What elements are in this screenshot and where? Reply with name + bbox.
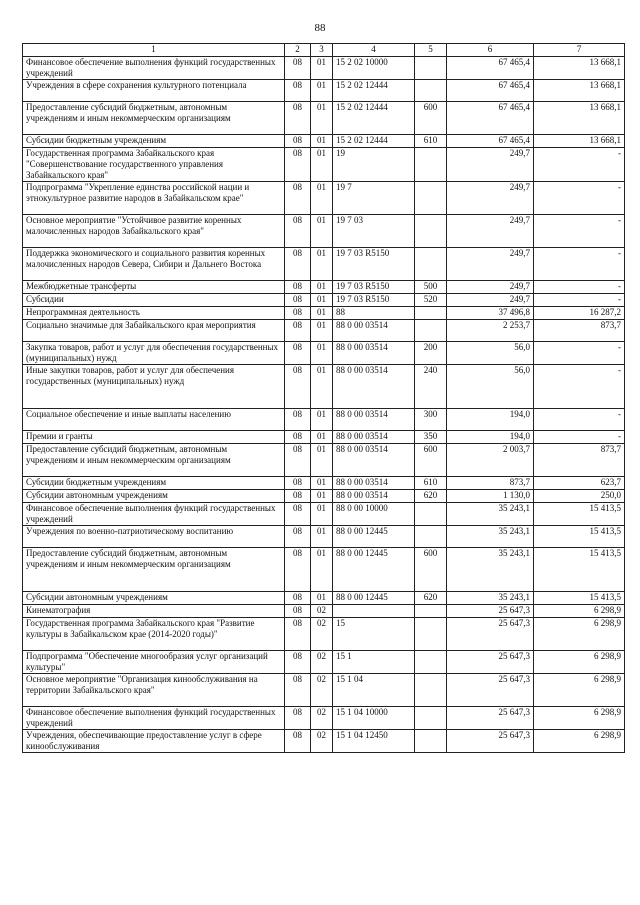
row-subsection-cell: 01 bbox=[311, 503, 333, 526]
row-expense-type-cell bbox=[415, 526, 447, 548]
row-expense-type-cell: 610 bbox=[415, 135, 447, 148]
row-name-cell: Учреждения по военно-патриотическому воспитанию bbox=[23, 526, 285, 548]
row-section-cell: 08 bbox=[285, 215, 311, 248]
row-amount-year2-cell: - bbox=[534, 342, 625, 365]
row-amount-year2-cell: 13 668,1 bbox=[534, 57, 625, 80]
row-amount-year2-cell: - bbox=[534, 215, 625, 248]
row-target-code-cell: 88 0 00 03514 bbox=[333, 490, 415, 503]
row-expense-type-cell: 500 bbox=[415, 281, 447, 294]
row-subsection-cell: 01 bbox=[311, 135, 333, 148]
row-target-code-cell: 15 bbox=[333, 618, 415, 651]
row-expense-type-cell bbox=[415, 730, 447, 753]
row-target-code-cell: 19 7 03 bbox=[333, 215, 415, 248]
row-target-code-cell: 88 0 00 12445 bbox=[333, 548, 415, 592]
row-expense-type-cell bbox=[415, 707, 447, 730]
table-row bbox=[23, 730, 625, 753]
row-target-code-cell: 15 1 04 10000 bbox=[333, 707, 415, 730]
row-amount-year1-cell: 249,7 bbox=[447, 281, 534, 294]
table-row bbox=[23, 618, 625, 651]
row-amount-year1-cell: 35 243,1 bbox=[447, 592, 534, 605]
row-subsection-cell: 01 bbox=[311, 409, 333, 431]
row-name-cell: Подпрограмма "Обеспечение многообразия услуг организаций культуры" bbox=[23, 651, 285, 674]
row-amount-year1-cell: 37 496,8 bbox=[447, 307, 534, 320]
row-target-code-cell: 15 1 04 bbox=[333, 674, 415, 707]
row-section-cell: 08 bbox=[285, 730, 311, 753]
row-target-code-cell: 15 2 02 12444 bbox=[333, 102, 415, 135]
row-target-code-cell: 88 0 00 03514 bbox=[333, 477, 415, 490]
row-name-cell: Межбюджетные трансферты bbox=[23, 281, 285, 294]
row-amount-year2-cell: 6 298,9 bbox=[534, 618, 625, 651]
table-header-row bbox=[23, 44, 625, 57]
row-target-code-cell bbox=[333, 605, 415, 618]
row-expense-type-cell: 620 bbox=[415, 490, 447, 503]
row-name-cell: Основное мероприятие "Организация кинообслуживания на территории Забайкальского края" bbox=[23, 674, 285, 707]
row-subsection-cell: 01 bbox=[311, 248, 333, 281]
table-row bbox=[23, 707, 625, 730]
table-row bbox=[23, 294, 625, 307]
row-name-cell: Финансовое обеспечение выполнения функций государственных учреждений bbox=[23, 57, 285, 80]
table-row bbox=[23, 526, 625, 548]
column-header: 1 bbox=[23, 44, 285, 57]
row-section-cell: 08 bbox=[285, 444, 311, 477]
row-target-code-cell: 19 7 03 R5150 bbox=[333, 294, 415, 307]
row-target-code-cell: 88 0 00 03514 bbox=[333, 342, 415, 365]
row-section-cell: 08 bbox=[285, 707, 311, 730]
row-expense-type-cell bbox=[415, 182, 447, 215]
row-amount-year2-cell: - bbox=[534, 409, 625, 431]
table-row bbox=[23, 477, 625, 490]
row-amount-year2-cell: 15 413,5 bbox=[534, 592, 625, 605]
row-amount-year1-cell: 25 647,3 bbox=[447, 618, 534, 651]
row-amount-year1-cell: 249,7 bbox=[447, 294, 534, 307]
page-number: 88 bbox=[314, 22, 326, 34]
row-expense-type-cell: 300 bbox=[415, 409, 447, 431]
row-amount-year2-cell: 13 668,1 bbox=[534, 80, 625, 102]
row-subsection-cell: 01 bbox=[311, 215, 333, 248]
row-expense-type-cell bbox=[415, 248, 447, 281]
row-amount-year2-cell: 15 413,5 bbox=[534, 503, 625, 526]
column-header: 4 bbox=[333, 44, 415, 57]
row-subsection-cell: 01 bbox=[311, 342, 333, 365]
row-subsection-cell: 01 bbox=[311, 548, 333, 592]
table-row bbox=[23, 135, 625, 148]
column-header: 6 bbox=[447, 44, 534, 57]
row-name-cell: Иные закупки товаров, работ и услуг для обеспечения государственных (муниципальных) нужд bbox=[23, 365, 285, 409]
table-row bbox=[23, 548, 625, 592]
row-amount-year1-cell: 873,7 bbox=[447, 477, 534, 490]
table-row bbox=[23, 605, 625, 618]
row-amount-year2-cell: - bbox=[534, 248, 625, 281]
row-amount-year2-cell: 6 298,9 bbox=[534, 674, 625, 707]
table-row bbox=[23, 592, 625, 605]
table-row bbox=[23, 431, 625, 444]
row-target-code-cell: 15 2 02 10000 bbox=[333, 57, 415, 80]
row-name-cell: Финансовое обеспечение выполнения функций государственных учреждений bbox=[23, 503, 285, 526]
row-expense-type-cell bbox=[415, 148, 447, 182]
row-amount-year1-cell: 249,7 bbox=[447, 248, 534, 281]
table-row bbox=[23, 248, 625, 281]
row-name-cell: Субсидии бюджетным учреждениям bbox=[23, 477, 285, 490]
row-section-cell: 08 bbox=[285, 248, 311, 281]
row-amount-year1-cell: 249,7 bbox=[447, 148, 534, 182]
row-name-cell: Социальное обеспечение и иные выплаты населению bbox=[23, 409, 285, 431]
row-subsection-cell: 01 bbox=[311, 148, 333, 182]
row-subsection-cell: 02 bbox=[311, 707, 333, 730]
row-expense-type-cell bbox=[415, 80, 447, 102]
row-amount-year1-cell: 56,0 bbox=[447, 365, 534, 409]
row-amount-year2-cell: 6 298,9 bbox=[534, 605, 625, 618]
row-subsection-cell: 01 bbox=[311, 80, 333, 102]
row-amount-year2-cell: - bbox=[534, 148, 625, 182]
row-amount-year2-cell: 250,0 bbox=[534, 490, 625, 503]
row-section-cell: 08 bbox=[285, 307, 311, 320]
row-name-cell: Социально значимые для Забайкальского края мероприятия bbox=[23, 320, 285, 342]
row-section-cell: 08 bbox=[285, 605, 311, 618]
row-target-code-cell: 88 0 00 12445 bbox=[333, 526, 415, 548]
row-name-cell: Субсидии бюджетным учреждениям bbox=[23, 135, 285, 148]
row-expense-type-cell bbox=[415, 605, 447, 618]
table-row bbox=[23, 182, 625, 215]
row-name-cell: Субсидии bbox=[23, 294, 285, 307]
row-expense-type-cell: 240 bbox=[415, 365, 447, 409]
row-amount-year1-cell: 25 647,3 bbox=[447, 651, 534, 674]
row-amount-year1-cell: 194,0 bbox=[447, 431, 534, 444]
row-target-code-cell: 19 7 03 R5150 bbox=[333, 281, 415, 294]
row-subsection-cell: 01 bbox=[311, 526, 333, 548]
row-subsection-cell: 01 bbox=[311, 592, 333, 605]
row-target-code-cell: 88 bbox=[333, 307, 415, 320]
row-amount-year1-cell: 56,0 bbox=[447, 342, 534, 365]
table-row bbox=[23, 490, 625, 503]
row-subsection-cell: 01 bbox=[311, 294, 333, 307]
row-amount-year2-cell: - bbox=[534, 431, 625, 444]
row-subsection-cell: 02 bbox=[311, 651, 333, 674]
row-section-cell: 08 bbox=[285, 148, 311, 182]
row-subsection-cell: 02 bbox=[311, 674, 333, 707]
row-section-cell: 08 bbox=[285, 281, 311, 294]
row-subsection-cell: 01 bbox=[311, 365, 333, 409]
row-section-cell: 08 bbox=[285, 651, 311, 674]
row-expense-type-cell bbox=[415, 215, 447, 248]
row-target-code-cell: 19 7 03 R5150 bbox=[333, 248, 415, 281]
row-section-cell: 08 bbox=[285, 365, 311, 409]
row-subsection-cell: 01 bbox=[311, 477, 333, 490]
row-expense-type-cell bbox=[415, 503, 447, 526]
row-expense-type-cell bbox=[415, 307, 447, 320]
row-target-code-cell: 88 0 00 03514 bbox=[333, 365, 415, 409]
table-row bbox=[23, 102, 625, 135]
row-target-code-cell: 15 1 bbox=[333, 651, 415, 674]
table-row bbox=[23, 307, 625, 320]
budget-table bbox=[22, 43, 625, 753]
row-name-cell: Закупка товаров, работ и услуг для обеспечения государственных (муниципальных) нужд bbox=[23, 342, 285, 365]
row-name-cell: Подпрограмма "Укрепление единства российской нации и этнокультурное развитие народов в Забайкальском крае" bbox=[23, 182, 285, 215]
row-amount-year2-cell: - bbox=[534, 182, 625, 215]
row-subsection-cell: 02 bbox=[311, 618, 333, 651]
row-amount-year1-cell: 2 003,7 bbox=[447, 444, 534, 477]
row-amount-year1-cell: 2 253,7 bbox=[447, 320, 534, 342]
row-amount-year2-cell: 873,7 bbox=[534, 444, 625, 477]
row-expense-type-cell bbox=[415, 651, 447, 674]
row-amount-year1-cell: 67 465,4 bbox=[447, 102, 534, 135]
row-amount-year2-cell: 13 668,1 bbox=[534, 102, 625, 135]
row-expense-type-cell bbox=[415, 618, 447, 651]
row-target-code-cell: 15 2 02 12444 bbox=[333, 135, 415, 148]
row-section-cell: 08 bbox=[285, 490, 311, 503]
column-header: 7 bbox=[534, 44, 625, 57]
row-amount-year1-cell: 67 465,4 bbox=[447, 135, 534, 148]
row-amount-year2-cell: - bbox=[534, 365, 625, 409]
row-subsection-cell: 01 bbox=[311, 102, 333, 135]
row-amount-year2-cell: 16 287,2 bbox=[534, 307, 625, 320]
row-section-cell: 08 bbox=[285, 618, 311, 651]
row-target-code-cell: 19 7 bbox=[333, 182, 415, 215]
row-amount-year1-cell: 1 130,0 bbox=[447, 490, 534, 503]
row-expense-type-cell bbox=[415, 57, 447, 80]
row-amount-year1-cell: 194,0 bbox=[447, 409, 534, 431]
row-target-code-cell: 15 1 04 12450 bbox=[333, 730, 415, 753]
row-expense-type-cell: 600 bbox=[415, 102, 447, 135]
row-amount-year2-cell: 623,7 bbox=[534, 477, 625, 490]
row-target-code-cell: 88 0 00 03514 bbox=[333, 431, 415, 444]
row-name-cell: Субсидии автономным учреждениям bbox=[23, 490, 285, 503]
table-row bbox=[23, 342, 625, 365]
row-name-cell: Предоставление субсидий бюджетным, автономным учреждениям и иным некоммерческим организациям bbox=[23, 102, 285, 135]
row-subsection-cell: 01 bbox=[311, 307, 333, 320]
row-subsection-cell: 01 bbox=[311, 281, 333, 294]
row-subsection-cell: 01 bbox=[311, 490, 333, 503]
row-section-cell: 08 bbox=[285, 409, 311, 431]
row-expense-type-cell: 600 bbox=[415, 548, 447, 592]
row-section-cell: 08 bbox=[285, 548, 311, 592]
row-name-cell: Премии и гранты bbox=[23, 431, 285, 444]
row-amount-year1-cell: 25 647,3 bbox=[447, 707, 534, 730]
table-row bbox=[23, 281, 625, 294]
row-section-cell: 08 bbox=[285, 182, 311, 215]
row-amount-year2-cell: 13 668,1 bbox=[534, 135, 625, 148]
row-amount-year2-cell: 873,7 bbox=[534, 320, 625, 342]
row-target-code-cell: 15 2 02 12444 bbox=[333, 80, 415, 102]
table-row bbox=[23, 57, 625, 80]
row-target-code-cell: 88 0 00 03514 bbox=[333, 444, 415, 477]
row-subsection-cell: 01 bbox=[311, 320, 333, 342]
row-name-cell: Поддержка экономического и социального развития коренных малочисленных народов Севера, Сибири и Дальнего Востока bbox=[23, 248, 285, 281]
row-section-cell: 08 bbox=[285, 526, 311, 548]
row-amount-year1-cell: 67 465,4 bbox=[447, 80, 534, 102]
row-section-cell: 08 bbox=[285, 674, 311, 707]
row-target-code-cell: 88 0 00 12445 bbox=[333, 592, 415, 605]
row-section-cell: 08 bbox=[285, 57, 311, 80]
row-subsection-cell: 01 bbox=[311, 431, 333, 444]
row-section-cell: 08 bbox=[285, 80, 311, 102]
row-amount-year2-cell: 15 413,5 bbox=[534, 526, 625, 548]
row-amount-year1-cell: 249,7 bbox=[447, 215, 534, 248]
row-subsection-cell: 02 bbox=[311, 730, 333, 753]
row-section-cell: 08 bbox=[285, 342, 311, 365]
row-name-cell: Учреждения в сфере сохранения культурного потенциала bbox=[23, 80, 285, 102]
row-name-cell: Непрограммная деятельность bbox=[23, 307, 285, 320]
table-row bbox=[23, 651, 625, 674]
row-section-cell: 08 bbox=[285, 294, 311, 307]
row-target-code-cell: 88 0 00 03514 bbox=[333, 320, 415, 342]
row-amount-year1-cell: 25 647,3 bbox=[447, 605, 534, 618]
row-expense-type-cell: 600 bbox=[415, 444, 447, 477]
row-name-cell: Государственная программа Забайкальского края "Совершенствование государственного управления Забайкальского края" bbox=[23, 148, 285, 182]
table-body bbox=[23, 57, 625, 753]
row-expense-type-cell: 620 bbox=[415, 592, 447, 605]
row-amount-year2-cell: - bbox=[534, 294, 625, 307]
row-amount-year2-cell: 6 298,9 bbox=[534, 707, 625, 730]
table-row bbox=[23, 674, 625, 707]
row-section-cell: 08 bbox=[285, 102, 311, 135]
row-expense-type-cell: 610 bbox=[415, 477, 447, 490]
row-amount-year1-cell: 25 647,3 bbox=[447, 674, 534, 707]
table-row bbox=[23, 320, 625, 342]
table-row bbox=[23, 148, 625, 182]
row-section-cell: 08 bbox=[285, 592, 311, 605]
row-amount-year1-cell: 35 243,1 bbox=[447, 526, 534, 548]
table-row bbox=[23, 444, 625, 477]
row-section-cell: 08 bbox=[285, 320, 311, 342]
row-name-cell: Кинематография bbox=[23, 605, 285, 618]
column-header: 5 bbox=[415, 44, 447, 57]
row-section-cell: 08 bbox=[285, 477, 311, 490]
row-amount-year2-cell: - bbox=[534, 281, 625, 294]
row-amount-year2-cell: 6 298,9 bbox=[534, 730, 625, 753]
row-section-cell: 08 bbox=[285, 135, 311, 148]
row-name-cell: Финансовое обеспечение выполнения функций государственных учреждений bbox=[23, 707, 285, 730]
row-target-code-cell: 19 bbox=[333, 148, 415, 182]
row-subsection-cell: 01 bbox=[311, 182, 333, 215]
row-expense-type-cell: 350 bbox=[415, 431, 447, 444]
row-name-cell: Предоставление субсидий бюджетным, автономным учреждениям и иным некоммерческим организациям bbox=[23, 444, 285, 477]
row-name-cell: Предоставление субсидий бюджетным, автономным учреждениям и иным некоммерческим организациям bbox=[23, 548, 285, 592]
row-amount-year1-cell: 25 647,3 bbox=[447, 730, 534, 753]
table-row bbox=[23, 409, 625, 431]
row-amount-year1-cell: 67 465,4 bbox=[447, 57, 534, 80]
row-expense-type-cell: 520 bbox=[415, 294, 447, 307]
row-expense-type-cell bbox=[415, 320, 447, 342]
row-section-cell: 08 bbox=[285, 431, 311, 444]
row-expense-type-cell bbox=[415, 674, 447, 707]
row-amount-year1-cell: 249,7 bbox=[447, 182, 534, 215]
row-target-code-cell: 88 0 00 03514 bbox=[333, 409, 415, 431]
row-amount-year1-cell: 35 243,1 bbox=[447, 548, 534, 592]
column-header: 3 bbox=[311, 44, 333, 57]
row-expense-type-cell: 200 bbox=[415, 342, 447, 365]
table-row bbox=[23, 365, 625, 409]
row-subsection-cell: 02 bbox=[311, 605, 333, 618]
table-row bbox=[23, 503, 625, 526]
row-name-cell: Основное мероприятие "Устойчивое развитие коренных малочисленных народов Забайкальского края" bbox=[23, 215, 285, 248]
row-name-cell: Субсидии автономным учреждениям bbox=[23, 592, 285, 605]
row-name-cell: Учреждения, обеспечивающие предоставление услуг в сфере кинообслуживания bbox=[23, 730, 285, 753]
table-row bbox=[23, 215, 625, 248]
row-amount-year2-cell: 6 298,9 bbox=[534, 651, 625, 674]
row-target-code-cell: 88 0 00 10000 bbox=[333, 503, 415, 526]
table-row bbox=[23, 80, 625, 102]
row-subsection-cell: 01 bbox=[311, 57, 333, 80]
row-section-cell: 08 bbox=[285, 503, 311, 526]
row-name-cell: Государственная программа Забайкальского края "Развитие культуры в Забайкальском крае (2014-2020 годы)" bbox=[23, 618, 285, 651]
row-amount-year2-cell: 15 413,5 bbox=[534, 548, 625, 592]
row-amount-year1-cell: 35 243,1 bbox=[447, 503, 534, 526]
row-subsection-cell: 01 bbox=[311, 444, 333, 477]
column-header: 2 bbox=[285, 44, 311, 57]
